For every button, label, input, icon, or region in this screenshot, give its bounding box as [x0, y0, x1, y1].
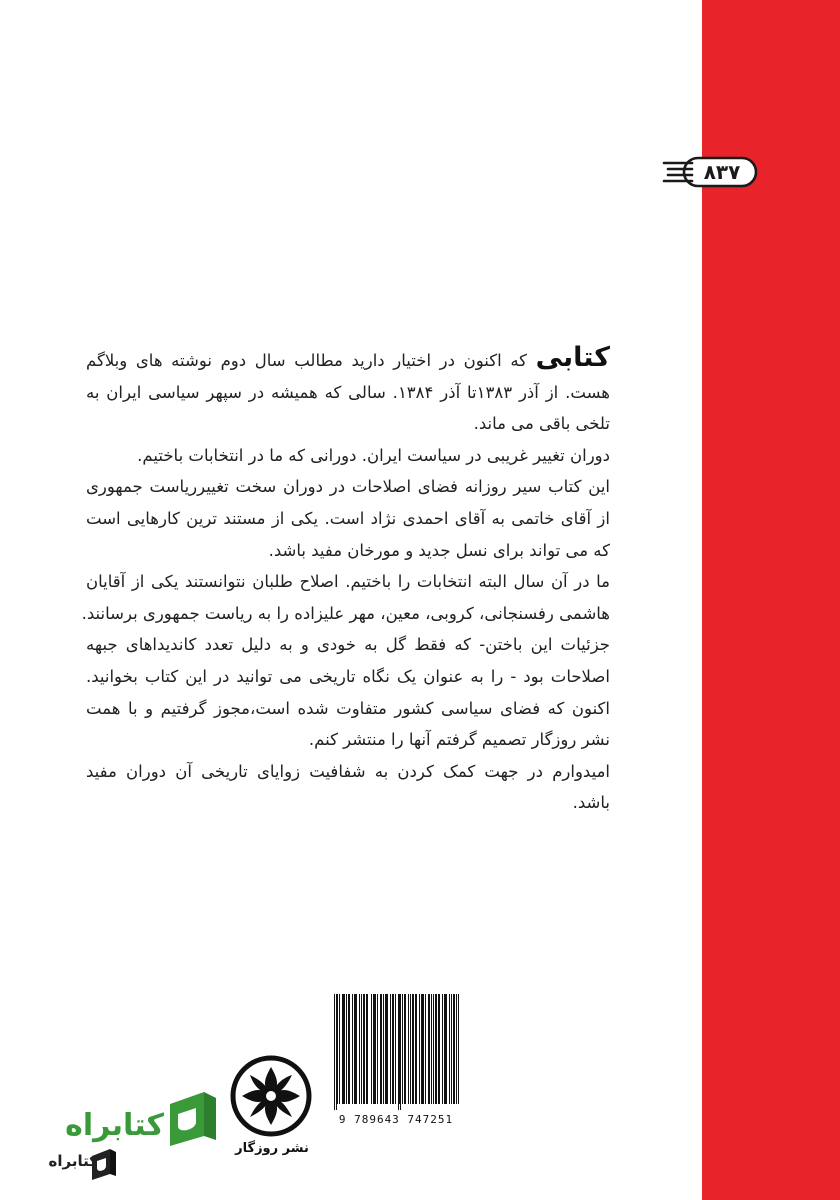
barcode-bar	[408, 994, 409, 1104]
barcode-bar	[453, 994, 454, 1104]
barcode-bar	[458, 994, 459, 1104]
barcode-bar	[429, 994, 430, 1104]
barcode-bar	[438, 994, 439, 1104]
barcode-bar	[456, 994, 457, 1104]
barcode-bar	[433, 994, 434, 1104]
barcode-bar	[354, 994, 355, 1104]
barcode-bar	[352, 994, 353, 1104]
publisher-name: نشر روزگار	[235, 1141, 309, 1156]
barcode-bar	[355, 994, 356, 1104]
barcode-bar	[449, 994, 450, 1104]
blurb-line: نشر روزگار تصمیم گرفتم آنها را منتشر کنم.	[308, 730, 610, 750]
barcode-bar	[400, 994, 401, 1110]
barcode-bar	[410, 994, 411, 1104]
barcode-bar	[377, 994, 378, 1104]
barcode-bar	[373, 994, 374, 1104]
barcode-bar	[390, 994, 391, 1104]
blurb-line: هاشمی رفسنجانی، کروبی، معین، مهر علیزاده را به ریاست جمهوری برسانند.	[81, 603, 610, 623]
barcode-bar	[374, 994, 375, 1104]
barcode-bar	[385, 994, 386, 1104]
flower-emblem-icon	[228, 1053, 314, 1139]
blurb-lead-word: کتابی	[535, 342, 610, 373]
barcode-bar	[386, 994, 387, 1104]
barcode-bar	[371, 994, 372, 1104]
barcode-bar	[404, 994, 405, 1104]
barcode-bar	[342, 994, 343, 1104]
book-tag-icon	[164, 1088, 220, 1150]
watermark-text: کتابراه	[65, 1108, 164, 1143]
barcode-bar	[416, 994, 417, 1104]
barcode-bar	[359, 994, 360, 1104]
barcode-bar	[413, 994, 414, 1104]
barcode-bar	[375, 994, 376, 1104]
barcode-bar	[383, 994, 384, 1104]
barcode-bar	[405, 994, 406, 1104]
barcode-bar	[423, 994, 424, 1104]
barcode-bar	[337, 994, 338, 1104]
barcode-bar	[399, 994, 400, 1104]
barcode-bar	[436, 994, 437, 1104]
barcode-bar	[419, 994, 420, 1104]
barcode-bar	[387, 994, 388, 1104]
barcode-bar	[381, 994, 382, 1104]
barcode-bar	[361, 994, 362, 1104]
blurb-line: اکنون که فضای سیاسی کشور متفاوت شده است،مجوز گرفتیم و با همت	[86, 698, 610, 718]
barcode-bar	[446, 994, 447, 1104]
blurb-line: تلخی باقی می ماند.	[473, 414, 610, 434]
blurb-line: کتابی که اکنون در اختیار دارید مطالب سال دوم نوشته های وبلاگم	[86, 342, 610, 373]
barcode-bar	[348, 994, 349, 1104]
barcode-bar	[344, 994, 345, 1104]
barcode-bar	[398, 994, 399, 1110]
blurb-line: هست. از آذر ۱۳۸۳تا آذر ۱۳۸۴. سالی که همیشه در سپهر سیاسی ایران به	[86, 382, 611, 402]
barcode-bar	[402, 994, 403, 1104]
barcode-bar	[380, 994, 381, 1104]
barcode-bar	[431, 994, 432, 1104]
barcode-bar	[425, 994, 426, 1104]
blurb-line: این کتاب سیر روزانه فضای اصلاحات در دوران سخت تغییرریاست جمهوری	[86, 477, 610, 497]
blurb-line: ما در آن سال البته انتخابات را باختیم. اصلاح طلبان نتوانستند یکی از آقایان	[86, 572, 610, 592]
blurb-line: جزئیات این باختن- که فقط گل به خودی و به دلیل تعدد کاندیداهای جبهه	[86, 635, 610, 655]
barcode-bar	[451, 994, 452, 1104]
barcode-bar	[349, 994, 350, 1104]
barcode-bar	[439, 994, 440, 1104]
barcode-bars	[330, 992, 462, 1110]
barcode-bar	[364, 994, 365, 1104]
barcode-bar	[454, 994, 455, 1104]
barcode-bar	[356, 994, 357, 1104]
barcode-bar	[343, 994, 344, 1104]
barcode-bar	[393, 994, 394, 1104]
series-number: ۸۳۷	[703, 160, 741, 184]
back-cover-blurb	[81, 342, 611, 819]
isbn-barcode	[330, 992, 462, 1126]
barcode-bar	[346, 994, 347, 1104]
watermark-logo	[40, 1088, 220, 1200]
barcode-bar	[415, 994, 416, 1104]
barcode-bar	[444, 994, 445, 1104]
barcode-bar	[339, 994, 340, 1104]
barcode-bar	[412, 994, 413, 1104]
barcode-bar	[422, 994, 423, 1104]
barcode-bar	[395, 994, 396, 1104]
barcode-bar	[421, 994, 422, 1104]
blurb-line: دوران تغییر غریبی در سیاست ایران. دورانی که ما در انتخابات باختیم.	[137, 445, 610, 465]
isbn-number: 9 789643 747251	[338, 1113, 454, 1126]
blurb-line: که می تواند برای نسل جدید و مورخان مفید باشد.	[268, 540, 610, 560]
blurb-line: اصلاحات بود - را به عنوان یک نگاه تاریخی می توانید در این کتاب بخوانید.	[86, 666, 610, 686]
barcode-bar	[435, 994, 436, 1104]
watermark-text-small: کتابراه	[48, 1152, 98, 1170]
blurb-line: باشد.	[572, 793, 610, 813]
barcode-bar	[428, 994, 429, 1104]
barcode-bar	[392, 994, 393, 1104]
barcode-bar	[445, 994, 446, 1104]
barcode-bar	[367, 994, 368, 1104]
barcode-bar	[336, 994, 337, 1110]
blurb-line: امیدوارم در جهت کمک کردن به شفافیت زوایای تاریخی آن دوران مفید	[86, 761, 610, 781]
blurb-line: از آقای خاتمی به آقای احمدی نژاد است. یکی از مستند ترین کارهایی است	[86, 508, 610, 528]
barcode-bar	[363, 994, 364, 1104]
barcode-bar	[334, 994, 335, 1110]
barcode-bar	[366, 994, 367, 1104]
publisher-logo	[228, 1053, 314, 1139]
barcode-bar	[442, 994, 443, 1104]
